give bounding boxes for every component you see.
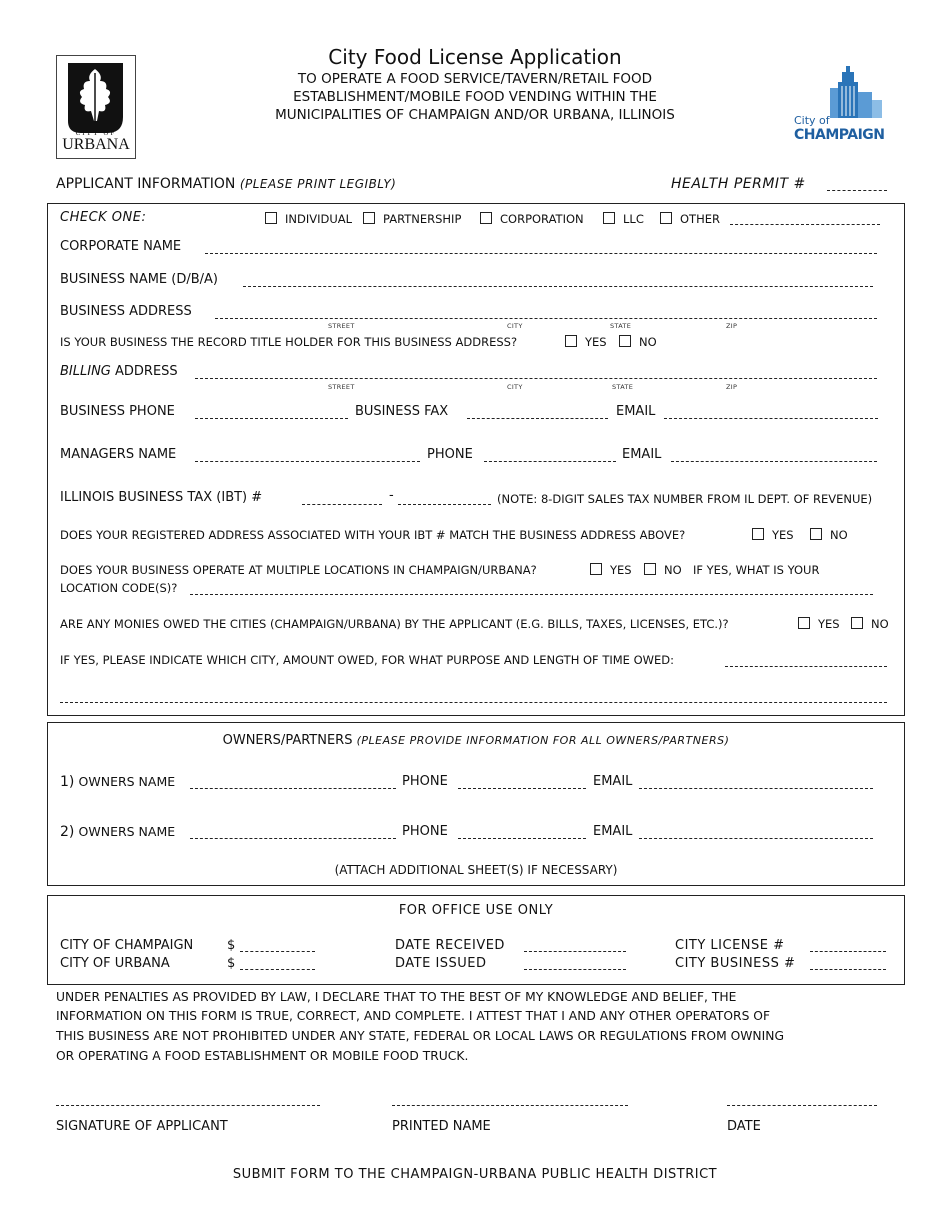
title-holder-yes-checkbox[interactable]	[565, 335, 577, 347]
submit-instruction: SUBMIT FORM TO THE CHAMPAIGN-URBANA PUBLIC HEALTH DISTRICT	[232, 1167, 718, 1182]
declaration-line-3: THIS BUSINESS ARE NOT PROHIBITED UNDER ANY STATE, FEDERAL OR LOCAL LAWS OR REGULATIONS FROM OWNING	[56, 1029, 784, 1043]
other-checkbox[interactable]	[660, 212, 672, 224]
city-champaign-label: CITY OF CHAMPAIGN	[60, 938, 194, 953]
city-license-field[interactable]	[810, 941, 886, 952]
managers-name-field[interactable]	[195, 451, 420, 462]
title-holder-question: IS YOUR BUSINESS THE RECORD TITLE HOLDER FOR THIS BUSINESS ADDRESS?	[60, 335, 518, 349]
owner-1-email-field[interactable]	[639, 778, 873, 789]
owner-2-phone-field[interactable]	[458, 828, 586, 839]
multi-location-yes[interactable]	[590, 563, 632, 577]
other-label: OTHER	[680, 212, 720, 226]
owner-row-1	[60, 774, 175, 790]
managers-email-label: EMAIL	[622, 447, 662, 462]
managers-email-field[interactable]	[671, 451, 877, 462]
business-address-zip-caption: ZIP	[726, 322, 738, 330]
subtitle-line-2: ESTABLISHMENT/MOBILE FOOD VENDING WITHIN THE	[293, 89, 657, 105]
title-holder-yes-label: YES	[585, 335, 607, 349]
ibt-match-no-checkbox[interactable]	[810, 528, 822, 540]
signature-label: SIGNATURE OF APPLICANT	[56, 1119, 228, 1134]
billing-address-field[interactable]	[195, 368, 877, 379]
monies-owed-no-checkbox[interactable]	[851, 617, 863, 629]
title-holder-no-checkbox[interactable]	[619, 335, 631, 347]
business-phone-label: BUSINESS PHONE	[60, 404, 175, 419]
owner-2-email-field[interactable]	[639, 828, 873, 839]
applicant-heading-label: APPLICANT INFORMATION	[56, 176, 236, 192]
llc-label: LLC	[623, 212, 644, 226]
business-fax-field[interactable]	[467, 408, 608, 419]
owner-name-label: OWNERS NAME	[78, 824, 176, 839]
date-issued-label: DATE ISSUED	[395, 956, 487, 971]
entity-option-individual[interactable]	[265, 212, 352, 226]
monies-owed-field-2[interactable]	[60, 692, 887, 703]
date-label: DATE	[727, 1119, 761, 1134]
ibt-match-yes-label: YES	[772, 528, 794, 542]
city-urbana-amount-field[interactable]	[240, 959, 315, 970]
owner-row-number: 2)	[60, 824, 75, 840]
attach-note: (ATTACH ADDITIONAL SHEET(S) IF NECESSARY)	[334, 863, 618, 877]
ibt-match-yes[interactable]	[752, 528, 794, 542]
billing-address-city-caption: CITY	[507, 383, 523, 391]
owner-1-email-label: EMAIL	[593, 774, 633, 789]
business-address-street-caption: STREET	[328, 322, 355, 330]
corporate-name-label: CORPORATE NAME	[60, 239, 182, 254]
owner-1-name-field[interactable]	[190, 778, 396, 789]
page-title: City Food License Application	[328, 45, 622, 69]
printed-name-label: PRINTED NAME	[392, 1119, 491, 1134]
subtitle-line-3: MUNICIPALITIES OF CHAMPAIGN AND/OR URBANA, ILLINOIS	[275, 107, 675, 123]
ibt-dash: -	[389, 488, 394, 503]
champaign-logo-line2: CHAMPAIGN	[794, 127, 885, 143]
managers-phone-field[interactable]	[484, 451, 616, 462]
owner-2-email-label: EMAIL	[593, 824, 633, 839]
ibt-label: ILLINOIS BUSINESS TAX (IBT) #	[60, 490, 263, 505]
business-fax-label: BUSINESS FAX	[355, 404, 449, 419]
business-address-field[interactable]	[215, 308, 877, 319]
urbana-logo-line1: CITY OF	[75, 129, 117, 137]
title-holder-no-label: NO	[639, 335, 657, 349]
champaign-logo-line1: City of	[794, 114, 830, 127]
business-address-city-caption: CITY	[507, 322, 523, 330]
health-permit-field[interactable]	[827, 180, 887, 191]
business-address-label: BUSINESS ADDRESS	[60, 304, 192, 319]
title-holder-yes[interactable]	[565, 335, 607, 349]
other-entity-field[interactable]	[730, 214, 880, 225]
owner-2-name-field[interactable]	[190, 828, 396, 839]
multi-location-yes-checkbox[interactable]	[590, 563, 602, 575]
business-address-state-caption: STATE	[610, 322, 632, 330]
date-received-field[interactable]	[524, 941, 626, 952]
monies-owed-yes[interactable]	[798, 617, 840, 631]
urbana-logo-line2: URBANA	[62, 136, 130, 153]
applicant-heading	[56, 176, 396, 192]
city-champaign-dollar: $	[227, 938, 236, 953]
multi-location-no[interactable]	[644, 563, 682, 577]
owner-1-phone-field[interactable]	[458, 778, 586, 789]
ibt-match-question: DOES YOUR REGISTERED ADDRESS ASSOCIATED WITH YOUR IBT # MATCH THE BUSINESS ADDRESS ABOVE?	[60, 528, 686, 542]
entity-option-other[interactable]	[660, 212, 720, 226]
health-permit-label: HEALTH PERMIT #	[671, 176, 806, 192]
owner-row-2	[60, 824, 175, 840]
monies-owed-no[interactable]	[851, 617, 889, 631]
office-use-heading: FOR OFFICE USE ONLY	[398, 903, 554, 918]
date-received-label: DATE RECEIVED	[395, 938, 505, 953]
urbana-logo	[56, 55, 136, 159]
entity-option-llc[interactable]	[603, 212, 644, 226]
date-field[interactable]	[727, 1095, 877, 1106]
multi-location-question: DOES YOUR BUSINESS OPERATE AT MULTIPLE LOCATIONS IN CHAMPAIGN/URBANA?	[60, 563, 537, 577]
declaration-line-2: INFORMATION ON THIS FORM IS TRUE, CORRECT, AND COMPLETE. I ATTEST THAT I AND ANY OTHER OPERATORS OF	[56, 1009, 771, 1023]
ibt-match-yes-checkbox[interactable]	[752, 528, 764, 540]
city-urbana-dollar: $	[227, 956, 236, 971]
business-email-label: EMAIL	[616, 404, 656, 419]
multi-location-yes-label: YES	[610, 563, 632, 577]
billing-address-street-caption: STREET	[328, 383, 355, 391]
date-issued-field[interactable]	[524, 959, 626, 970]
city-license-label: CITY LICENSE #	[675, 938, 785, 953]
monies-owed-followup: IF YES, PLEASE INDICATE WHICH CITY, AMOUNT OWED, FOR WHAT PURPOSE AND LENGTH OF TIME OWED:	[60, 653, 674, 667]
owner-2-phone-label: PHONE	[402, 824, 448, 839]
monies-owed-field-1[interactable]	[725, 656, 887, 667]
business-email-field[interactable]	[664, 408, 878, 419]
oak-leaf-icon	[57, 59, 135, 139]
building-icon	[790, 58, 890, 120]
billing-italic: BILLING	[60, 364, 111, 379]
business-name-field[interactable]	[243, 276, 873, 287]
managers-phone-label: PHONE	[427, 447, 473, 462]
champaign-logo	[790, 58, 890, 148]
check-one-label: CHECK ONE:	[60, 210, 147, 225]
individual-label: INDIVIDUAL	[285, 212, 353, 226]
corporate-name-field[interactable]	[205, 243, 877, 254]
city-champaign-amount-field[interactable]	[240, 941, 315, 952]
monies-owed-no-label: NO	[871, 617, 889, 631]
multi-location-no-label: NO	[664, 563, 682, 577]
owner-name-label: OWNERS NAME	[78, 774, 176, 789]
multi-location-followup: IF YES, WHAT IS YOUR	[693, 563, 820, 577]
applicant-heading-note: (PLEASE PRINT LEGIBLY)	[239, 177, 397, 191]
ibt-match-no-label: NO	[830, 528, 848, 542]
owners-heading	[47, 733, 905, 748]
city-business-label: CITY BUSINESS #	[675, 956, 796, 971]
ibt-field-part1[interactable]	[302, 494, 382, 505]
billing-address-zip-caption: ZIP	[726, 383, 738, 391]
declaration-line-1: UNDER PENALTIES AS PROVIDED BY LAW, I DECLARE THAT TO THE BEST OF MY KNOWLEDGE AND BELIEF, THE	[56, 990, 737, 1004]
ibt-field-part2[interactable]	[398, 494, 491, 505]
llc-checkbox[interactable]	[603, 212, 615, 224]
owners-heading-label: OWNERS/PARTNERS	[222, 733, 353, 748]
entity-option-corporation[interactable]	[480, 212, 584, 226]
owners-heading-note: (PLEASE PROVIDE INFORMATION FOR ALL OWNERS/PARTNERS)	[356, 734, 730, 747]
business-name-label: BUSINESS NAME (D/B/A)	[60, 272, 218, 287]
city-urbana-label: CITY OF URBANA	[60, 956, 170, 971]
entity-option-partnership[interactable]	[363, 212, 461, 226]
city-business-field[interactable]	[810, 959, 886, 970]
billing-address-state-caption: STATE	[612, 383, 634, 391]
monies-owed-yes-checkbox[interactable]	[798, 617, 810, 629]
billing-rest: ADDRESS	[115, 364, 178, 379]
monies-owed-question: ARE ANY MONIES OWED THE CITIES (CHAMPAIGN/URBANA) BY THE APPLICANT (E.G. BILLS, TAXES, LICENSES, ETC.)?	[60, 617, 729, 631]
business-phone-field[interactable]	[195, 408, 348, 419]
corporation-label: CORPORATION	[500, 212, 584, 226]
signature-field[interactable]	[56, 1095, 320, 1106]
title-holder-no[interactable]	[619, 335, 657, 349]
individual-checkbox[interactable]	[265, 212, 277, 224]
location-codes-field[interactable]	[190, 584, 873, 595]
managers-name-label: MANAGERS NAME	[60, 447, 177, 462]
corporation-checkbox[interactable]	[480, 212, 492, 224]
multi-location-no-checkbox[interactable]	[644, 563, 656, 575]
partnership-label: PARTNERSHIP	[383, 212, 462, 226]
printed-name-field[interactable]	[392, 1095, 628, 1106]
location-codes-label: LOCATION CODE(S)?	[60, 581, 178, 595]
ibt-note: (NOTE: 8-DIGIT SALES TAX NUMBER FROM IL DEPT. OF REVENUE)	[497, 492, 873, 506]
ibt-match-no[interactable]	[810, 528, 848, 542]
monies-owed-yes-label: YES	[818, 617, 840, 631]
owner-row-number: 1)	[60, 774, 75, 790]
declaration-line-4: OR OPERATING A FOOD ESTABLISHMENT OR MOBILE FOOD TRUCK.	[56, 1049, 469, 1063]
owner-1-phone-label: PHONE	[402, 774, 448, 789]
partnership-checkbox[interactable]	[363, 212, 375, 224]
billing-address-label	[60, 364, 178, 379]
subtitle-line-1: TO OPERATE A FOOD SERVICE/TAVERN/RETAIL FOOD	[297, 71, 653, 87]
